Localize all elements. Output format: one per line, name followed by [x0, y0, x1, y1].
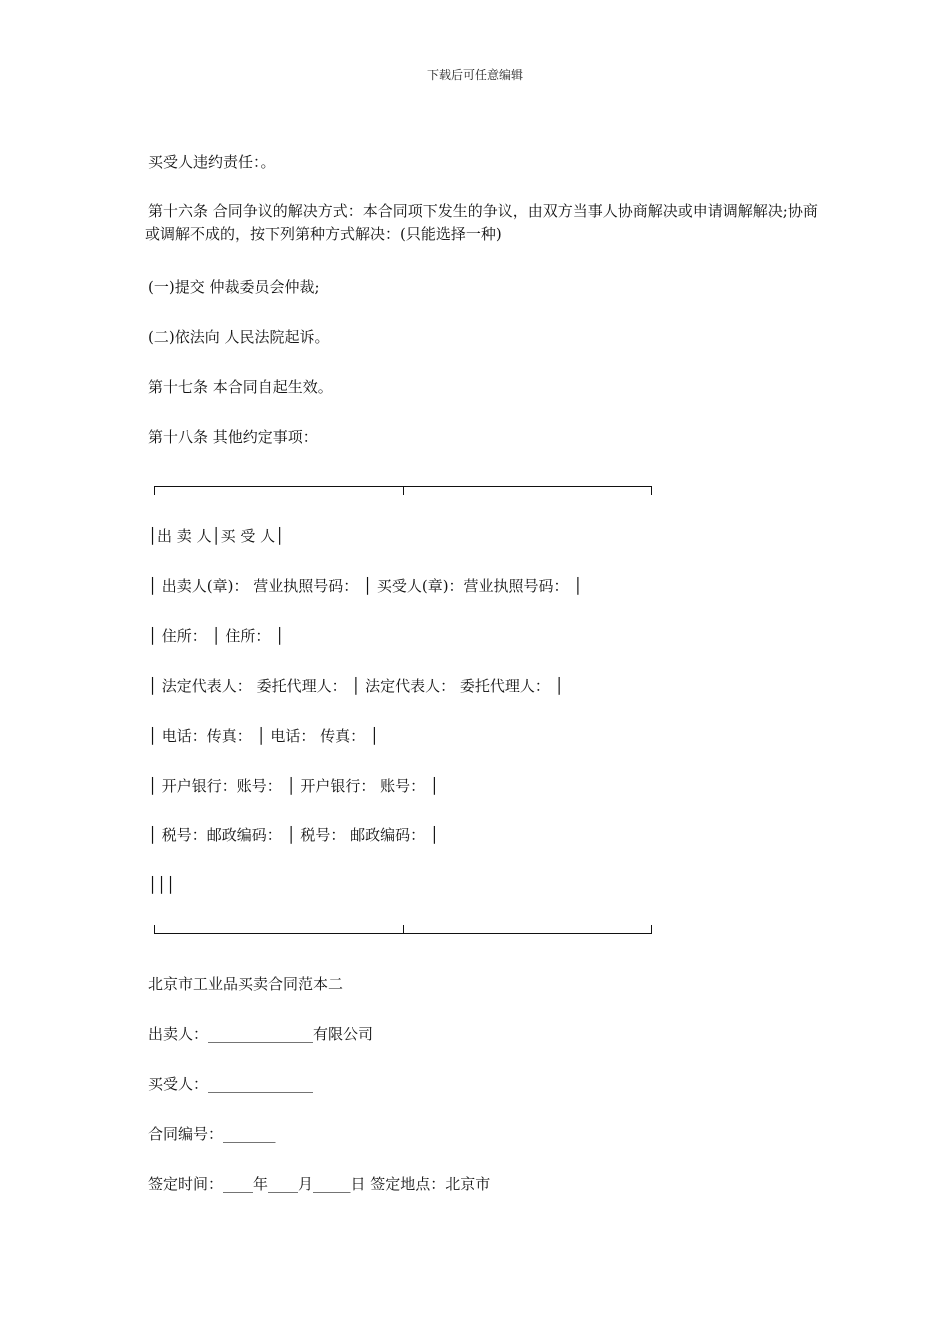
article-18-line: 第十八条 其他约定事项： — [148, 428, 318, 446]
signature-table-row-tax: │ 税号：邮政编码： │ 税号： 邮政编码： │ — [148, 826, 439, 844]
article-16-paragraph: 第十六条 合同争议的解决方式：本合同项下发生的争议，由双方当事人协商解决或申请调解解决;协商或调解不成的，按下列第种方式解决：(只能选择一种) — [145, 202, 818, 243]
table-bottom-border — [154, 925, 652, 934]
signature-table-row-representative: │ 法定代表人： 委托代理人： │ 法定代表人： 委托代理人： │ — [148, 677, 564, 695]
signature-table-row-bank: │ 开户银行：账号： │ 开户银行： 账号： │ — [148, 777, 439, 795]
page-header: 下载后可任意编辑 — [426, 68, 523, 82]
signing-time-place-line: 签定时间：____年____月_____日 签定地点：北京市 — [148, 1175, 491, 1193]
signature-table-row-header: │出 卖 人│买 受 人│ — [148, 527, 285, 545]
buyer-liability-line: 买受人违约责任：。 — [148, 153, 276, 171]
signature-table-row-empty: │││ — [148, 876, 176, 894]
seller-line: 出卖人：______________有限公司 — [148, 1025, 374, 1043]
signature-table-row-address: │ 住所： │ 住所： │ — [148, 627, 285, 645]
signature-table-row-phone: │ 电话：传真： │ 电话： 传真： │ — [148, 727, 379, 745]
option-1-line: (一)提交 仲裁委员会仲裁; — [148, 278, 320, 296]
buyer-line: 买受人：______________ — [148, 1075, 314, 1093]
signature-table-row-seal: │ 出卖人(章)： 营业执照号码： │ 买受人(章)：营业执照号码： │ — [148, 577, 583, 595]
table-top-border — [154, 486, 652, 495]
article-17-line: 第十七条 本合同自起生效。 — [148, 378, 333, 396]
contract-number-line: 合同编号：_______ — [148, 1125, 276, 1143]
option-2-line: (二)依法向 人民法院起诉。 — [148, 328, 330, 346]
contract-2-title: 北京市工业品买卖合同范本二 — [148, 975, 344, 993]
